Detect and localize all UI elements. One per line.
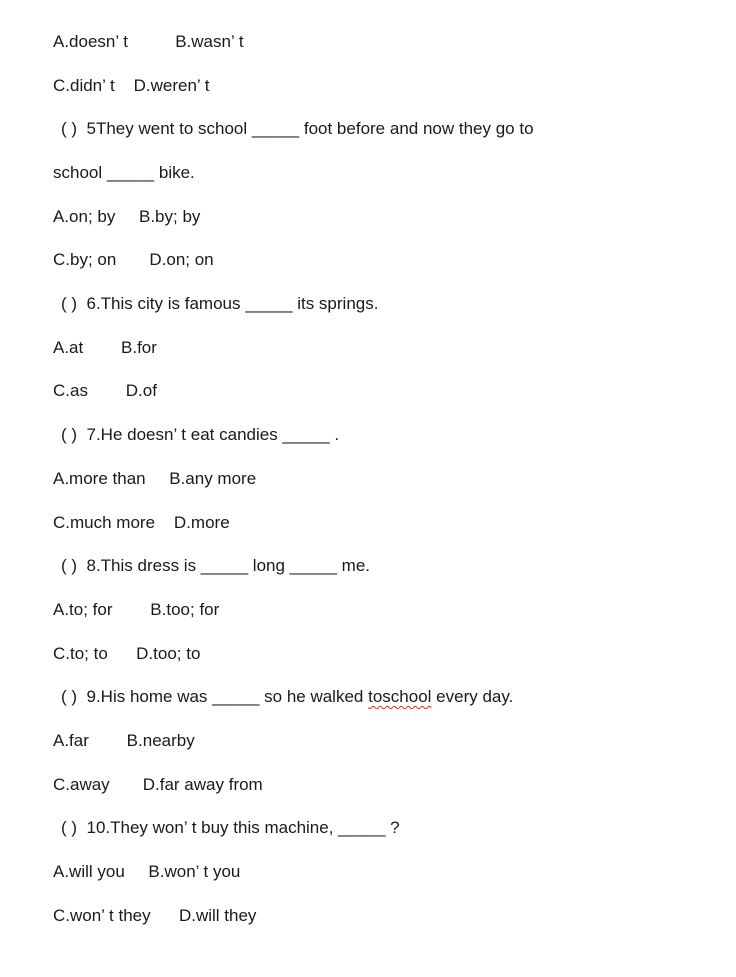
q10-options-ab: A.will you B.won’ t you xyxy=(53,862,241,881)
q4-options-cd: C.didn’ t D.weren’ t xyxy=(53,76,210,95)
q5-options-cd: C.by; on D.on; on xyxy=(53,250,214,269)
question-6: ( ) 6.This city is famous _____ its springs. xyxy=(61,294,379,313)
q6-options-ab: A.at B.for xyxy=(53,338,157,357)
question-10: ( ) 10.They won’ t buy this machine, _____ ? xyxy=(61,818,400,837)
q7-options-ab: A.more than B.any more xyxy=(53,469,257,488)
question-9-tail: every day. xyxy=(431,687,514,706)
question-9 xyxy=(61,687,513,707)
q8-options-ab: A.to; for B.too; for xyxy=(53,600,220,619)
q4-options-ab: A.doesn’ t B.wasn’ t xyxy=(53,32,244,51)
question-9-text: ( ) 9.His home was _____ so he walked xyxy=(61,687,369,706)
spellcheck-flagged-word[interactable]: toschool xyxy=(368,687,432,706)
question-5-continued: school _____ bike. xyxy=(53,163,195,182)
q5-options-ab: A.on; by B.by; by xyxy=(53,207,201,226)
q7-options-cd: C.much more D.more xyxy=(53,513,230,532)
q6-options-cd: C.as D.of xyxy=(53,381,157,400)
question-8: ( ) 8.This dress is _____ long _____ me. xyxy=(61,556,370,575)
q10-options-cd: C.won’ t they D.will they xyxy=(53,906,257,925)
q8-options-cd: C.to; to D.too; to xyxy=(53,644,201,663)
q9-options-ab: A.far B.nearby xyxy=(53,731,195,750)
question-7: ( ) 7.He doesn’ t eat candies _____ . xyxy=(61,425,340,444)
question-5: ( ) 5They went to school _____ foot before and now they go to xyxy=(61,119,534,138)
q9-options-cd: C.away D.far away from xyxy=(53,775,263,794)
